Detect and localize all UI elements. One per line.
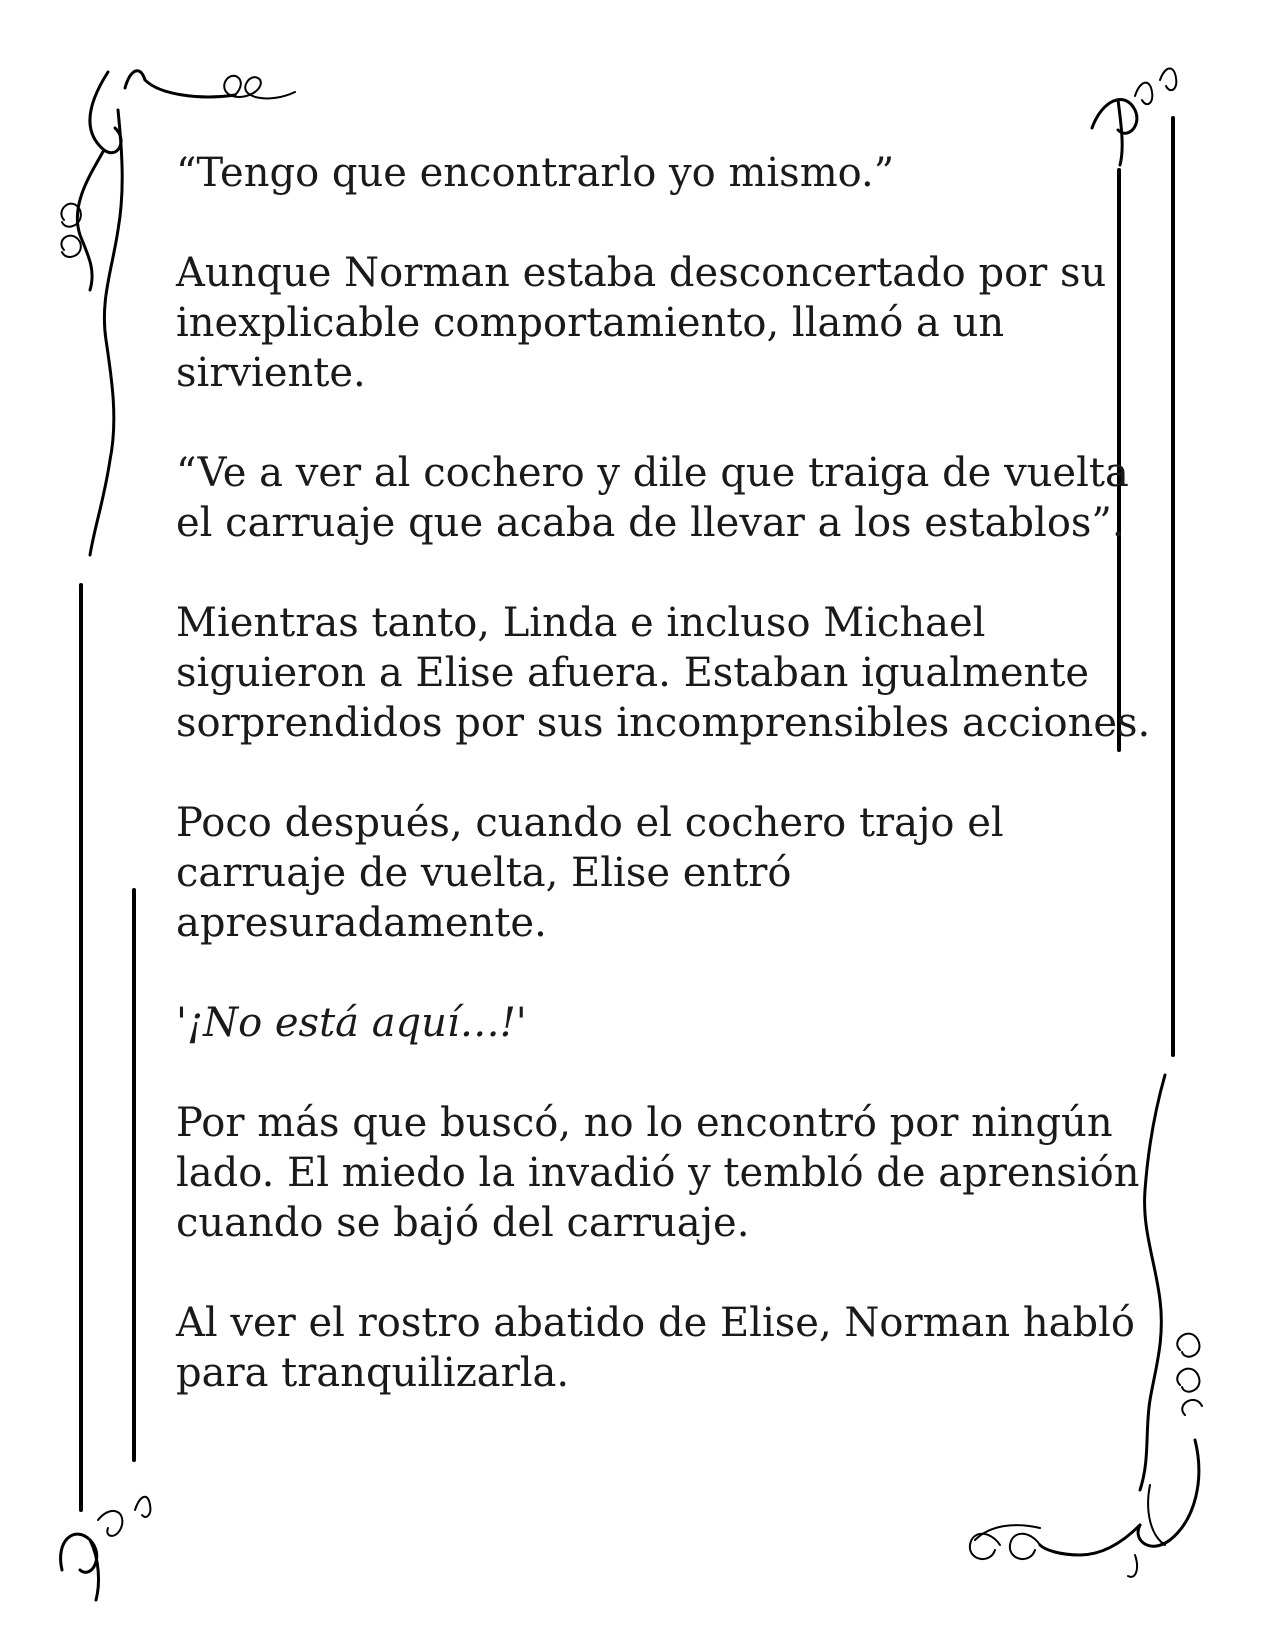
text-line: el carruaje que acaba de llevar a los establos”. xyxy=(176,500,1125,546)
flourish-bottom-left xyxy=(61,1497,151,1600)
text-line: Por más que buscó, no lo encontró por ningún xyxy=(176,1100,1113,1146)
paragraph xyxy=(176,1098,1140,1248)
text-line: cuando se bajó del carruaje. xyxy=(176,1200,750,1246)
paragraph xyxy=(176,248,1107,398)
text-line: sirviente. xyxy=(176,350,366,396)
text-line: “Tengo que encontrarlo yo mismo.” xyxy=(176,150,895,196)
paragraph xyxy=(176,798,1096,948)
flourish-top-right xyxy=(1092,68,1176,165)
text-line: inexplicable comportamiento, llamó a un xyxy=(176,300,1005,346)
text-line: siguieron a Elise afuera. Estaban igualmente xyxy=(176,650,1090,696)
text-line: '¡No está aquí…!' xyxy=(176,1000,527,1046)
paragraph xyxy=(176,998,1096,1048)
text-line: lado. El miedo la invadió y tembló de aprensión xyxy=(176,1150,1140,1196)
paragraph xyxy=(176,148,1096,198)
text-line: sorprendidos por sus incomprensibles acciones. xyxy=(176,700,1151,746)
paragraph xyxy=(176,1298,1135,1398)
text-line: Al ver el rostro abatido de Elise, Norman habló xyxy=(176,1300,1135,1346)
text-line: Mientras tanto, Linda e incluso Michael xyxy=(176,600,986,646)
text-line: para tranquilizarla. xyxy=(176,1350,570,1396)
text-line: Poco después, cuando el cochero trajo el xyxy=(176,800,1004,846)
paragraph xyxy=(176,448,1129,548)
text-line: carruaje de vuelta, Elise entró xyxy=(176,850,792,896)
text-line: apresuradamente. xyxy=(176,900,547,946)
text-line: Aunque Norman estaba desconcertado por su xyxy=(176,250,1107,296)
chapter-text xyxy=(176,148,1151,1448)
paragraph xyxy=(176,598,1151,748)
text-line: “Ve a ver al cochero y dile que traiga de vuelta xyxy=(176,450,1129,496)
